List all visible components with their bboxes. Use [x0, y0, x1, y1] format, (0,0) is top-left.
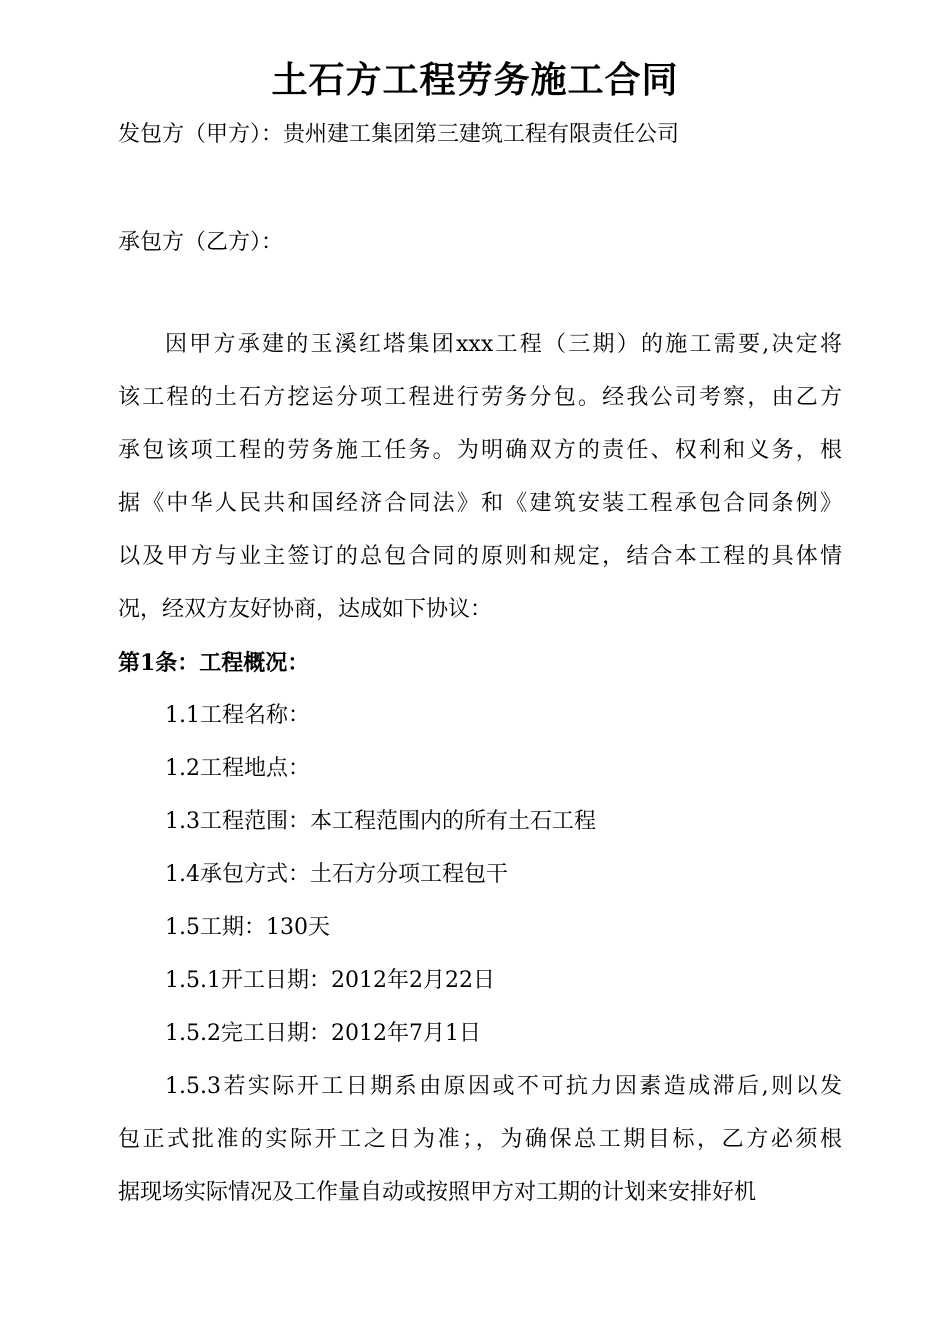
paragraph-line: 以及甲方与业主签订的总包合同的原则和规定，结合本工程的具体情 — [118, 544, 842, 569]
list-item: 1.5工期：130天 — [165, 915, 330, 940]
article-1-heading: 第1条：工程概况： — [118, 650, 310, 676]
paragraph-line: 据《中华人民共和国经济合同法》和《建筑安装工程承包合同条例》 — [118, 491, 842, 516]
paragraph-line: 承包该项工程的劳务施工任务。为明确双方的责任、权利和义务，根 — [118, 438, 842, 463]
document-title: 土石方工程劳务施工合同 — [271, 59, 679, 101]
paragraph-line: 该工程的土石方挖运分项工程进行劳务分包。经我公司考察，由乙方 — [118, 385, 842, 410]
party-a-line: 发包方（甲方）：贵州建工集团第三建筑工程有限责任公司 — [118, 122, 680, 147]
paragraph-line: 包正式批准的实际开工之日为准；，为确保总工期目标，乙方必须根 — [118, 1127, 842, 1152]
paragraph-line: 1.5.3若实际开工日期系由原因或不可抗力因素造成滞后,则以发 — [165, 1074, 842, 1099]
list-item: 1.2工程地点： — [165, 756, 310, 781]
list-item: 1.1工程名称： — [165, 703, 310, 728]
list-item: 1.5.2完工日期：2012年7月1日 — [165, 1021, 481, 1046]
paragraph-line: 据现场实际情况及工作量自动或按照甲方对工期的计划来安排好机 — [118, 1180, 757, 1205]
list-item: 1.5.1开工日期：2012年2月22日 — [165, 968, 495, 993]
paragraph-line: 因甲方承建的玉溪红塔集团xxx工程（三期）的施工需要,决定将 — [165, 332, 842, 357]
party-b-line: 承包方（乙方）： — [118, 230, 284, 255]
list-item: 1.3工程范围：本工程范围内的所有土石工程 — [165, 809, 596, 834]
paragraph-line: 况，经双方友好协商，达成如下协议： — [118, 597, 493, 622]
list-item: 1.4承包方式：土石方分项工程包干 — [165, 862, 508, 887]
